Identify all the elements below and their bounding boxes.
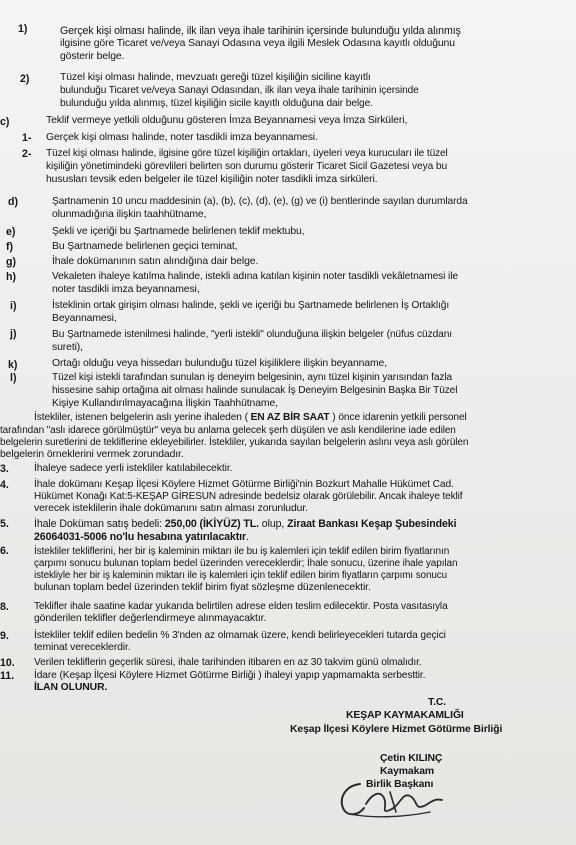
paragraph-line-3: belgelerin suretlerini de tekliflerine ekleyebilirler. İstekliler, yukarıda sayılan belgelerin aslını veya aslı görülen [0,437,469,448]
item-letter: f) [6,241,14,253]
item-letter: d) [8,196,18,208]
item-number: 5. [0,518,9,530]
item-c-sub-2-line-1: Tüzel kişi olması halinde, ilgisine göre tüzel kişiliğin ortakları, üyeleri veya kurucuları ile tüzel [46,148,448,159]
item-number: 3. [0,463,9,475]
item-number: 6. [0,545,9,557]
paragraph-line-4: belgelerin örneklerini vermek zorundadır. [0,449,184,460]
item-2-line-3: bulunduğu yılda alınmış, tüzel kişiliğin sicile kayıtlı olduğuna dair belge. [60,98,373,109]
item-4-line-3: verecek isteklilerin ihale dokümanını satın alması zorunludur. [34,503,308,514]
item-g-line: İhale dokümanının satın alındığına dair belge. [52,256,259,267]
item-l-line-3: Kişiye Kullandırılmayacağına İlişkin Taahhütname, [52,398,278,409]
item-c-sub-2-line-2: kişiliğin yönetimindeki görevlileri belirten son durumu gösterir Ticaret Sicil Gazetesi veya bu [46,161,448,172]
item-letter: h) [6,271,16,283]
item-3-line: İhaleye sadece yerli istekliler katılabilecektir. [34,463,233,474]
paragraph-line-2: tarafından "aslı idarece görülmüştür" veya bu anlama gelecek şerh düşülen ve aslı kendilerine iade edilen [0,425,456,436]
item-letter: e) [6,226,16,238]
item-5-bold-amount: 250,00 (İKİYÜZ) TL. [164,518,259,530]
item-6-line-2: çarpımı sonucu bulunan toplam bedel üzerinden vereceklerdir; İhale sonucu, üzerine ihale yapılan [34,558,458,569]
item-number: 10. [0,657,15,669]
item-c-line-1: Teklif vermeye yetkili olduğunu gösteren İmza Beyannamesi veya İmza Sirküleri, [46,115,408,126]
item-f-line: Bu Şartnamede belirlenen geçici teminat, [52,241,238,252]
item-2-line-2: bulunduğu Ticaret ve/veya Sanayi Odasından, ilk ilan veya ihale tarihinin içersinde [60,85,419,96]
paragraph-text: İstekliler, istenen belgelerin aslı yerine ihaleden ( [34,412,248,423]
footer-kaymakamlik: KEŞAP KAYMAKAMLIĞI [346,710,464,721]
item-10-line: Verilen tekliflerin geçerlik süresi, ihale tarihinden itibaren en az 30 takvim günü olmalıdır. [34,657,422,668]
item-5-line-1 [34,518,456,530]
footer-birlik: Keşap İlçesi Köylere Hizmet Götürme Birliği [290,724,503,735]
item-5-bold-account: 26064031-5006 no'lu hesabına yatırılacaktır [34,531,246,543]
item-8-line-1: Teklifler ihale saatine kadar yukarıda belirtilen adrese elden teslim edilecektir. Posta vasıtasıyla [34,601,448,612]
item-l-line-2: hissesine sahip ortağına ait olması halinde sunulacak İş Deneyim Belgesinin Başka Bir Tüzel [52,385,458,396]
item-i-line-2: Beyannamesi, [52,313,117,324]
item-c-sub-2-line-3: hususları tevsik eden belgeler ile tüzel kişiliğin noter tasdikli imza sirküleri. [46,174,378,185]
item-number: 4. [0,479,9,491]
ilan-olunur: İLAN OLUNUR. [34,682,108,693]
item-6-line-3: istekliyle her bir iş kaleminin miktarı ile iş kalemleri için teklif edilen birim fiyatların çarpımı sonucu [34,570,447,581]
item-8-line-2: gönderilen teklifler değerlendirmeye alınmayacaktır. [34,613,267,624]
signature-icon [330,772,460,822]
item-h-line-1: Vekaleten ihaleye katılma halinde, istekli adına katılan kişinin noter tasdikli vekâletnamesi ile [52,271,458,282]
item-number: 1) [18,23,28,35]
item-letter: k) [8,359,18,371]
item-j-line-1: Bu Şartnamede istenilmesi halinde, "yerli istekli" olunduğuna ilişkin belgeler (nüfus cüzdanı [52,329,452,340]
item-i-line-1: İsteklinin ortak girişim olması halinde, şekli ve içeriği bu Şartnamede belirlenen İş Ortaklığı [52,300,450,311]
item-1-line-1: Gerçek kişi olması halinde, ilk ilan veya ihale tarihinin içersinde bulunduğu yılda alınmış [60,25,461,37]
paragraph-text: ) önce idarenin yetkili personel [332,412,467,423]
item-letter: g) [6,256,16,268]
item-letter: l) [10,372,17,384]
item-number: 9. [0,630,9,642]
paragraph-bold-text: EN AZ BİR SAAT [250,412,330,423]
item-j-line-2: sureti), [52,342,83,353]
footer-name: Çetin KILINÇ [380,753,443,764]
item-d-line-2: olunmadığına ilişkin taahhütname, [52,209,207,220]
item-h-line-2: noter tasdikli imza beyannamesi, [52,284,200,295]
item-2-line-1: Tüzel kişi olması halinde, mevzuatı gereği tüzel kişiliğin siciline kayıtlı [60,72,371,83]
item-9-line-2: teminat vereceklerdir. [34,642,131,653]
item-4-line-1: İhale dokümanı Keşap İlçesi Köylere Hizmet Götürme Birliği'nin Bozkurt Mahalle Hükümet Cad. [34,479,454,490]
item-6-line-4: bulunan toplam bedel üzerinden teklif birim fiyat sözleşme düzenlenecektir. [34,582,371,593]
item-l-line-1: Tüzel kişi istekli tarafından sunulan iş deneyim belgesinin, aynı tüzel kişinin yarısından fazla [52,372,452,383]
item-9-line-1: İstekliler teklif edilen bedelin % 3'nden az olmamak üzere, kendi belirleyecekleri tutarda geçici [34,630,446,641]
item-e-line: Şekli ve içeriği bu Şartnamede belirlenen teklif mektubu, [52,226,305,237]
footer-tc: T.C. [428,697,447,708]
item-d-line-1: Şartnamenin 10 uncu maddesinin (a), (b), (c), (d), (e), (g) ve (i) bentlerinde sayılan durumlarda [52,196,468,207]
item-5-bold-bank: Ziraat Bankası Keşap Şubesindeki [287,518,457,530]
item-4-line-2: Hükümet Konağı Kat:5-KEŞAP GİRESUN adresinde bedelsiz olarak görülebilir. Ancak ihaleye teklif [34,491,463,502]
paragraph-line-1 [34,412,467,424]
item-5-line-2 [34,531,249,543]
item-number: 2) [20,73,30,85]
item-1-line-2: ilgisine göre Ticaret ve/veya Sanayi Odasına veya ilgili Meslek Odasına kayıtlı olduğunu [60,38,455,49]
item-11-line-1: İdare (Keşap İlçesi Köylere Hizmet Götürme Birliği ) ihaleyi yapıp yapmamakta serbesttir. [34,670,426,681]
item-letter: c) [0,116,10,128]
footer-title-2: Birlik Başkanı [366,779,434,790]
item-c-sub-1: Gerçek kişi olması halinde, noter tasdikli imza beyannamesi. [46,132,318,143]
footer-title-1: Kaymakam [380,766,435,777]
subitem-number: 1- [22,132,32,144]
item-6-line-1: İstekliler tekliflerini, her bir iş kaleminin miktarı ile bu iş kalemleri için teklif edilen birim fiyatlarının [34,546,450,557]
subitem-number: 2- [22,148,32,160]
item-5-text: İhale Doküman satış bedeli: [34,518,165,530]
item-number: 8. [0,601,9,613]
item-k-line: Ortağı olduğu veya hissedarı bulunduğu tüzel kişiliklere ilişkin beyanname, [52,358,388,369]
item-5-text: olup, [258,518,288,530]
item-letter: i) [10,300,17,312]
item-5-text: . [245,531,249,543]
item-1-line-3: gösterir belge. [60,51,125,62]
item-number: 11. [0,670,15,682]
item-letter: j) [10,328,17,340]
